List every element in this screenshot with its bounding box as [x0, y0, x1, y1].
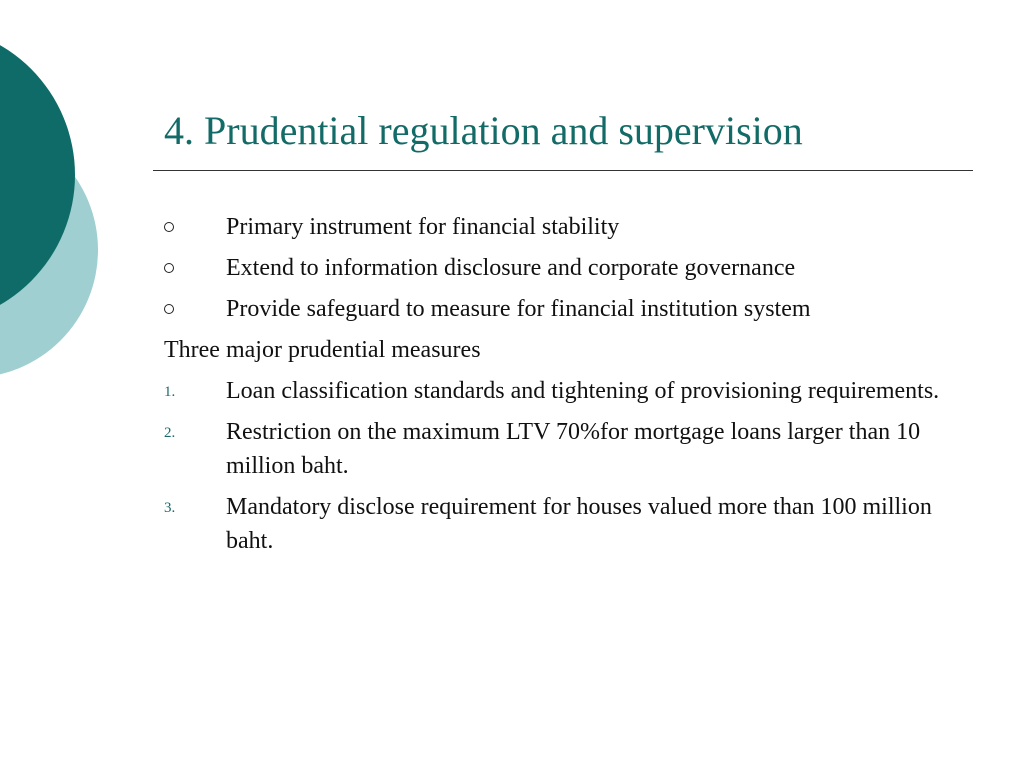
decorative-circles	[0, 0, 110, 410]
item-number: 1.	[164, 384, 176, 400]
item-text: Loan classification standards and tightening of provisioning requirements.	[226, 378, 940, 404]
item-number: 2.	[164, 425, 176, 441]
slide-title: 4. Prudential regulation and supervision	[164, 108, 803, 153]
bullet-item	[164, 210, 964, 244]
numbered-item	[164, 490, 964, 558]
bullet-item	[164, 292, 964, 326]
bullet-text: Primary instrument for financial stability	[226, 214, 620, 240]
bullet-item	[164, 251, 964, 285]
title-divider	[153, 170, 973, 171]
bullet-text: Provide safeguard to measure for financial institution system	[226, 296, 811, 322]
slide-body	[164, 210, 964, 565]
item-number: 3.	[164, 500, 176, 516]
numbered-item	[164, 374, 964, 408]
hollow-circle-bullet-icon	[164, 222, 174, 232]
subheading: Three major prudential measures	[164, 337, 481, 363]
item-text: Restriction on the maximum LTV 70%for mortgage loans larger than 10 million baht.	[226, 419, 921, 479]
numbered-item	[164, 415, 964, 483]
item-text: Mandatory disclose requirement for houses valued more than 100 million baht.	[226, 494, 932, 554]
bullet-text: Extend to information disclosure and corporate governance	[226, 255, 796, 281]
hollow-circle-bullet-icon	[164, 304, 174, 314]
hollow-circle-bullet-icon	[164, 263, 174, 273]
